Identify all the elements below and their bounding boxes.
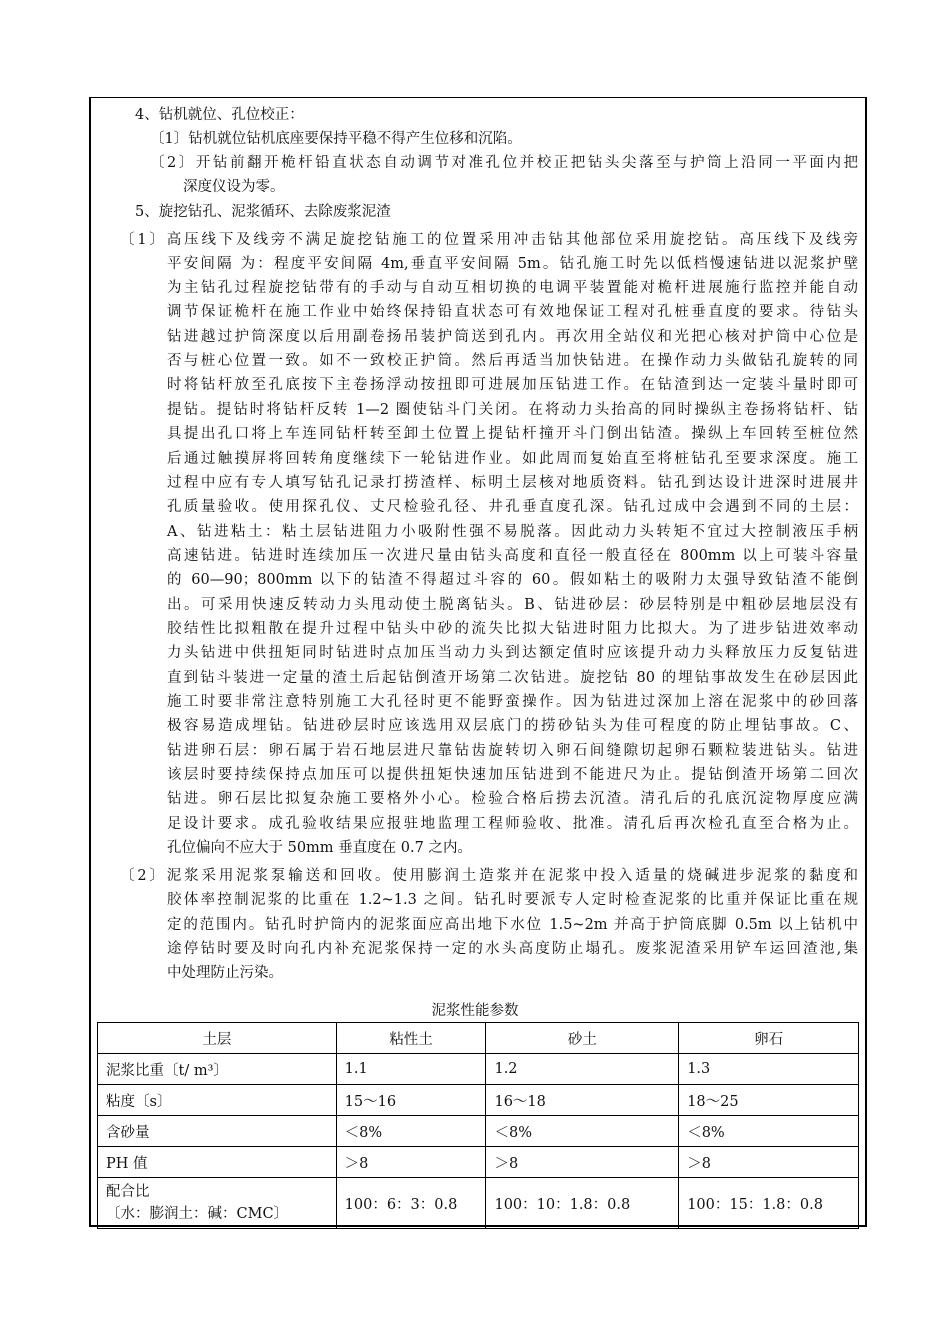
text-line: 〔2〕开钻前翻开桅杆铅直状态自动调节对准孔位并校正把钻头尖落至与护筒上沿同一平面内把 bbox=[150, 155, 858, 171]
text-line: 5、旋挖钻孔、泥浆循环、去除废浆泥渣 bbox=[135, 204, 391, 220]
table-cell: PH 值 bbox=[98, 1147, 337, 1178]
table-row bbox=[98, 1116, 859, 1147]
table-cell: 100：10：1.8：0.8 bbox=[486, 1178, 679, 1229]
text-line: 为主钻孔过程旋挖钻带有的手动与自动互相切换的电调平装置能对桅杆进展施行监控并能自动 bbox=[167, 280, 858, 296]
text-line: 否与桩心位置一致。如不一致校正护筒。然后再适当加快钻进。在操作动力头做钻孔旋转的同 bbox=[167, 353, 858, 369]
text-line: 胶结性比拟粗散在提升过程中钻头中砂的流失比拟大钻进时阻力比拟大。为了进步钻进效率动 bbox=[167, 621, 858, 637]
text-line: 高速钻进。钻进时连续加压一次进尺量由钻头高度和直径一般直径在 800mm 以上可装斗容量 bbox=[167, 548, 858, 564]
table-cell: 1.3 bbox=[679, 1054, 859, 1085]
table-cell: 100：15：1.8：0.8 bbox=[679, 1178, 859, 1229]
text-line: 具提出孔口将上车连同钻杆转至卸土位置上提钻杆撞开斗门倒出钻渣。操纵上车回转至桩位然 bbox=[167, 426, 858, 442]
table-cell: 1.2 bbox=[486, 1054, 679, 1085]
text-line: 施工时要非常注意特别施工大孔径时更不能野蛮操作。因为钻进过深加上溶在泥浆中的砂回落 bbox=[167, 694, 858, 710]
table-cell: 16～18 bbox=[486, 1085, 679, 1116]
text-line: 〔2〕泥浆采用泥浆泵输送和回收。使用膨润土造浆并在泥浆中投入适量的烧碱进步泥浆的黏度和 bbox=[120, 868, 858, 884]
text-line: 时将钻杆放至孔底按下主卷扬浮动按扭即可进展加压钻进工作。在钻渣到达一定装斗量时即可 bbox=[167, 377, 858, 393]
mud-parameter-table bbox=[97, 1022, 859, 1229]
table-cell: 泥浆比重〔t/ m³〕 bbox=[98, 1054, 337, 1085]
table-cell: ＜8% bbox=[486, 1116, 679, 1147]
table-header-cell: 粘性土 bbox=[336, 1023, 486, 1054]
text-line: 钻进卵石层：卵石属于岩石地层进尺靠钻齿旋转切入卵石间缝隙切起卵石颗粒装进钻头。钻进 bbox=[167, 743, 858, 759]
table-cell: ＞8 bbox=[486, 1147, 679, 1178]
table-cell: 粘度〔s〕 bbox=[98, 1085, 337, 1116]
text-line: 的 60—90；800mm 以下的钻渣不得超过斗容的 60。假如粘土的吸附力太强导致钻渣不能倒 bbox=[167, 572, 858, 588]
table-cell: 18～25 bbox=[679, 1085, 859, 1116]
table-cell: 100：6：3：0.8 bbox=[336, 1178, 486, 1229]
table-row bbox=[98, 1147, 859, 1178]
text-line: 〔1〕钻机就位钻机底座要保持平稳不得产生位移和沉陷。 bbox=[150, 131, 522, 147]
table-header-row bbox=[98, 1023, 859, 1054]
text-line: 孔位偏向不应大于 50mm 垂直度在 0.7 之内。 bbox=[167, 840, 472, 856]
text-line: 中处理防止污染。 bbox=[167, 965, 283, 981]
text-line: 出。可采用快速反转动力头甩动使土脱离钻头。B、钻进砂层：砂层特别是中粗砂层地层没有 bbox=[167, 597, 858, 613]
table-cell: ＞8 bbox=[336, 1147, 486, 1178]
table-header-cell: 卵石 bbox=[679, 1023, 859, 1054]
text-line: 提钻。提钻时将钻杆反转 1—2 圈使钻斗门关闭。在将动力头抬高的同时操纵主卷扬将钻杆、钻 bbox=[167, 402, 858, 418]
text-line: 途停钻时要及时向孔内补充泥浆保持一定的水头高度防止塌孔。废浆泥渣采用铲车运回渣池,集 bbox=[167, 941, 858, 957]
table-cell: 15～16 bbox=[336, 1085, 486, 1116]
table-cell: ＜8% bbox=[679, 1116, 859, 1147]
text-line: 足设计要求。成孔验收结果应报驻地监理工程师验收、批准。清孔后再次检孔直至合格为止。 bbox=[167, 816, 858, 832]
table-cell: 含砂量 bbox=[98, 1116, 337, 1147]
text-line: 孔质量验收。使用探孔仪、丈尺检验孔径、井孔垂直度孔深。钻孔过成中会遇到不同的土层： bbox=[167, 499, 858, 515]
text-line: 定的范围内。钻孔时护筒内的泥浆面应高出地下水位 1.5~2m 并高于护筒底脚 0.5m 以上钻机中 bbox=[167, 917, 858, 933]
text-line: 胶体率控制泥浆的比重在 1.2~1.3 之间。钻孔时要派专人定时检查泥浆的比重并保证比重在规 bbox=[167, 892, 858, 908]
text-line: 〔1〕高压线下及线旁不满足旋挖钻施工的位置采用冲击钻其他部位采用旋挖钻。高压线下及线旁 bbox=[120, 232, 858, 248]
text-line: 该层时要持续保持点加压可以提供扭矩快速加压钻进到不能进尺为止。提钻倒渣开场第二回次 bbox=[167, 767, 858, 783]
table-header-cell: 土层 bbox=[98, 1023, 337, 1054]
text-line: 极容易造成埋钻。钻进砂层时应该选用双层底门的捞砂钻头为佳可程度的防止埋钻事故。C、 bbox=[167, 718, 858, 734]
text-line: 后通过触摸屏将回转角度继续下一轮钻进作业。如此周而复始直至将桩钻孔至要求深度。施工 bbox=[167, 451, 858, 467]
table-cell: 1.1 bbox=[336, 1054, 486, 1085]
text-line: A、钻进粘土：粘土层钻进阻力小吸附性强不易脱落。因此动力头转矩不宜过大控制液压手柄 bbox=[167, 524, 858, 540]
table-cell: ＞8 bbox=[679, 1147, 859, 1178]
table-cell: ＜8% bbox=[336, 1116, 486, 1147]
text-line: 调节保证桅杆在施工作业中始终保持铅直状态可有效地保证工程对孔桩垂直度的要求。待钻头 bbox=[167, 304, 858, 320]
text-line: 钻进。卵石层比拟复杂施工要格外小心。检验合格后捞去沉渣。清孔后的孔底沉淀物厚度应满 bbox=[167, 791, 858, 807]
table-row bbox=[98, 1054, 859, 1085]
table-row bbox=[98, 1085, 859, 1116]
text-line: 4、钻机就位、孔位校正： bbox=[135, 107, 304, 123]
table-header-cell: 砂土 bbox=[486, 1023, 679, 1054]
text-line: 过程中应有专人填写钻孔记录打捞渣样、标明土层核对地质资料。钻孔到达设计进深时进展井 bbox=[167, 475, 858, 491]
text-line: 钻进越过护筒深度以后用副卷扬吊装护筒送到孔内。再次用全站仪和光把心核对护筒中心位是 bbox=[167, 329, 858, 345]
mix-label-line2: 〔水：膨润土：碱：CMC〕 bbox=[106, 1206, 289, 1222]
mix-label-line1: 配合比 bbox=[106, 1184, 150, 1200]
table-cell bbox=[98, 1178, 337, 1229]
text-line: 深度仪设为零。 bbox=[183, 179, 285, 195]
text-line: 力头钻进中供扭矩同时钻进时点加压当动力头到达额定值时应该提升动力头释放压力反复钻进 bbox=[167, 645, 858, 661]
table-row-mix-ratio bbox=[98, 1178, 859, 1229]
text-line: 平安间隔 为：程度平安间隔 4m,垂直平安间隔 5m。钻孔施工时先以低档慢速钻进以泥浆护壁 bbox=[167, 256, 858, 272]
text-line: 直到钻斗装进一定量的渣土后起钻倒渣开场第二次钻进。旋挖钻 80 的埋钻事故发生在砂层因此 bbox=[167, 670, 858, 686]
table-caption: 泥浆性能参数 bbox=[431, 1003, 519, 1019]
